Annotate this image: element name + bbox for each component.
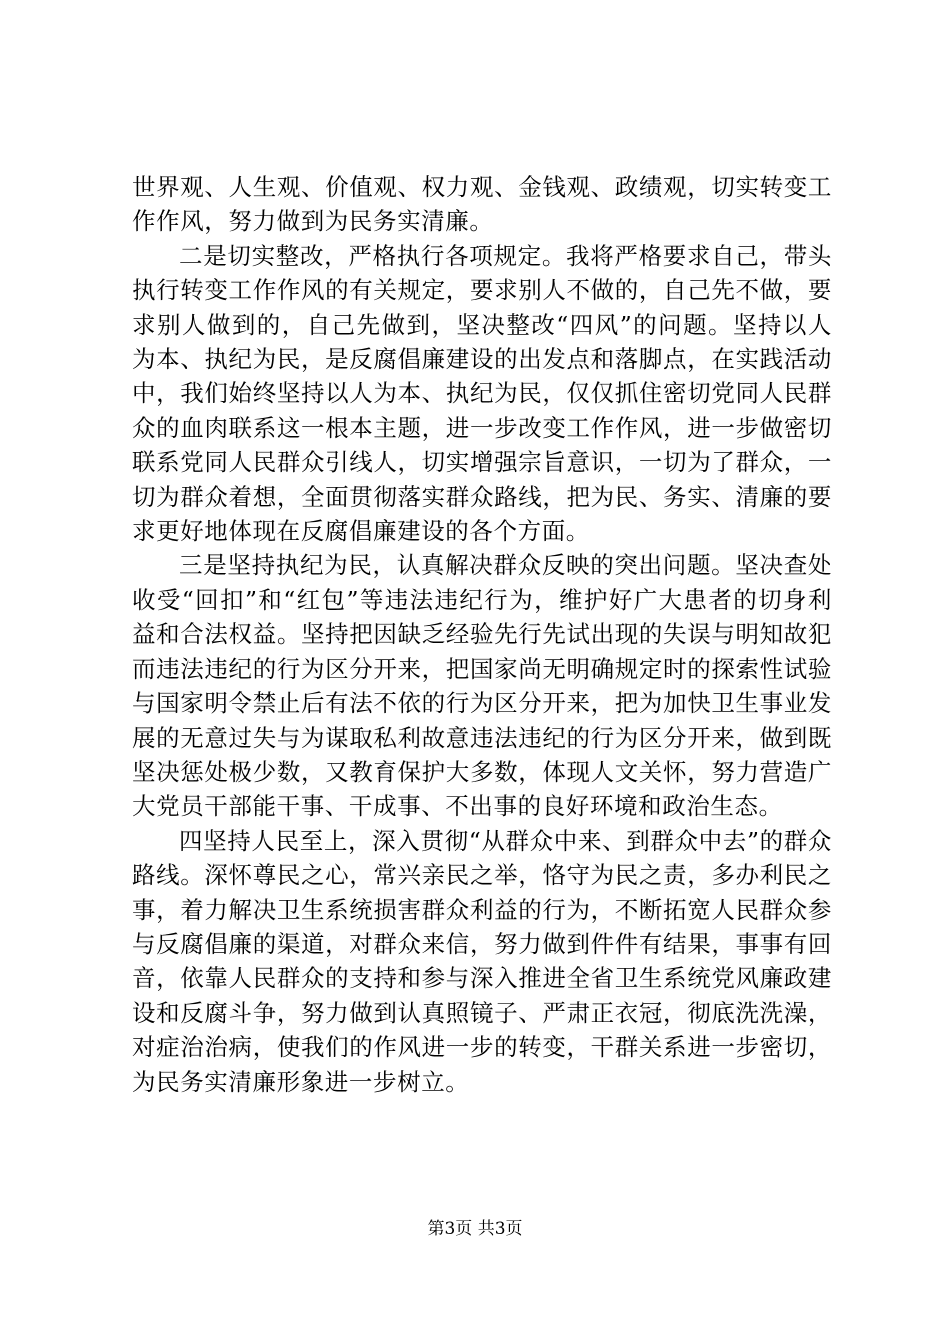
paragraph-continuation: 世界观、人生观、价值观、权力观、金钱观、政绩观，切实转变工作作风，努力做到为民务实清廉。 (132, 173, 832, 236)
paragraph-point-four: 四坚持人民至上，深入贯彻“从群众中来、到群众中去”的群众路线。深怀尊民之心，常兴亲民之举，恪守为民之责，多办利民之事，着力解决卫生系统损害群众利益的行为，不断拓宽人民群众参与反腐倡廉的渠道，对群众来信，努力做到件件有结果，事事有回音，依靠人民群众的支持和参与深入推进全省卫生系统党风廉政建设和反腐斗争，努力做到认真照镜子、严肃正衣冠，彻底洗洗澡，对症治治病，使我们的作风进一步的转变，干群关系进一步密切，为民务实清廉形象进一步树立。 (132, 826, 832, 1096)
paragraph-point-three: 三是坚持执纪为民，认真解决群众反映的突出问题。坚决查处收受“回扣”和“红包”等违法违纪行为，维护好广大患者的切身利益和合法权益。坚持把因缺乏经验先行先试出现的失误与明知故犯而违法违纪的行为区分开来，把国家尚无明确规定时的探索性试验与国家明令禁止后有法不依的行为区分开来，把为加快卫生事业发展的无意过失与为谋取私利故意违法违纪的行为区分开来，做到既坚决惩处极少数，又教育保护大多数，体现人文关怀，努力营造广大党员干部能干事、干成事、不出事的良好环境和政治生态。 (132, 551, 832, 821)
page-number-label: 第3页 共3页 (427, 1219, 523, 1239)
page-footer (0, 1218, 950, 1240)
paragraph-point-two: 二是切实整改，严格执行各项规定。我将严格要求自己，带头执行转变工作作风的有关规定，要求别人不做的，自己先不做，要求别人做到的，自己先做到，坚决整改“四风”的问题。坚持以人为本、执纪为民，是反腐倡廉建设的出发点和落脚点，在实践活动中，我们始终坚持以人为本、执纪为民，仅仅抓住密切党同人民群众的血肉联系这一根本主题，进一步改变工作作风，进一步做密切联系党同人民群众引线人，切实增强宗旨意识，一切为了群众，一切为群众着想，全面贯彻落实群众路线，把为民、务实、清廉的要求更好地体现在反腐倡廉建设的各个方面。 (132, 241, 832, 546)
document-body (132, 170, 832, 1099)
